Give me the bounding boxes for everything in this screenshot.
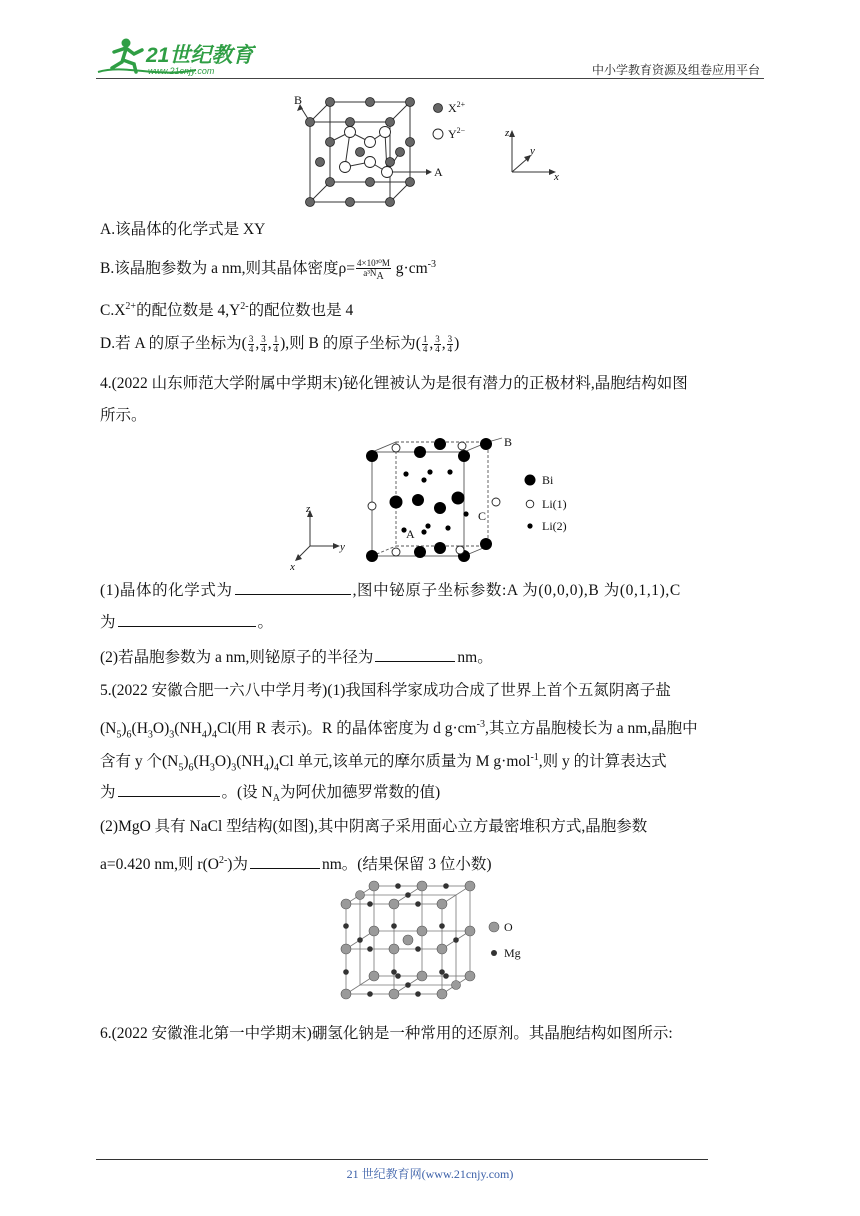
fig1-axis-y: y [530,145,535,157]
legend-li1-label: Li(1) [542,497,567,511]
svg-text:www.21cnjy.com: www.21cnjy.com [148,66,215,76]
q5-line5: (2)MgO 具有 NaCl 型结构(如图),其中阴离子采用面心立方最密堆积方式,晶胞参数 [100,818,648,835]
svg-text:21世纪教育: 21世纪教育 [146,44,254,67]
legend-li2-label: Li(2) [542,519,567,533]
legend-bi-label: Bi [542,473,554,487]
fig1-label-b: B [294,93,303,107]
legend-y-marker [433,129,443,139]
figure-mgo-crystal [336,880,536,1009]
option-b: B.该晶胞参数为 a nm,则其晶体密度ρ= $\frac{\text{4×10³⁰M}}{a^3N_A}$ $g\cdot cm^{-3}$ [100,257,436,282]
fig1-label-a: A [434,165,443,179]
fig2-axis-y: y [340,541,345,553]
legend-o-label: O [504,920,513,934]
fig2-label-a: A [406,527,415,541]
q4-stem-line2: 所示。 [100,407,147,424]
header-platform-text: 中小学教育资源及组卷应用平台 [591,63,760,77]
answer-blank-oxide-radius[interactable] [250,853,320,869]
answer-blank-c-coordinate[interactable] [118,611,256,627]
q6-line1: 6.(2022 安徽淮北第一中学期末)硼氢化钠是一种常用的还原剂。其晶胞结构如图所示: [100,1025,673,1042]
fig2-label-c: C [478,509,487,523]
q5-line1: 5.(2022 安徽合肥一六八中学月考)(1)我国科学家成功合成了世界上首个五氮阴离子盐 [100,682,671,699]
option-a: A.该晶体的化学式是 XY [100,221,266,238]
q5-line4: 为 。(设 $N_A$为阿伏加德罗常数的值) [100,781,762,810]
option-d: D.若 A 的原子坐标为( $\frac{3}{4}$ , $\frac{3}{4}$ , $\frac{1}{4}$ ),则 B 的原子坐标为( $\frac{1}{4}$ , $\frac{3}{4}$ , $\frac{3}{4}$ ) [100,333,460,354]
legend-x-marker [434,104,443,113]
q4-part2: (2)若晶胞参数为 a nm,则铋原子的半径为 nm。 [100,646,762,669]
option-c: $C.X^{2+}$的配位数是 $4,Y^{2-}$的配位数也是 4 [100,301,354,320]
site-logo [96,34,256,78]
figure-bi-li-crystal [290,434,590,579]
header-divider [96,78,764,79]
density-fraction: $\frac{\text{4×10³⁰M}}{a^3N_A}$ [357,257,390,282]
legend-y-label: $Y^{2-}$ [448,126,466,141]
answer-blank-bi-radius[interactable] [375,646,455,662]
footer-site-text[interactable]: 21 世纪教育网(www.21cnjy.com) [346,1167,514,1181]
q5-line6: a=0.420 nm,则 $r(O^{2-})$为 nm。(结果保留 3 位小数) [100,855,492,874]
fig2-label-b: B [504,435,513,449]
fig1-axis-x: x [554,171,559,183]
fig2-axis-x: x [290,561,295,573]
legend-li1-marker [526,500,534,508]
q5-line3: 含有 y 个$(N_5)_6(H_3O)_3(NH_4)_4Cl$ 单元,该单元的摩尔质量为 M g·mol$^{-1}$,则 y 的计算表达式 [100,752,667,774]
q5-line2: $(N_5)_6(H_3O)_3(NH_4)_4Cl$(用 R 表示)。R 的晶体密度为 d $g\cdot cm^{-3}$,其立方晶胞棱长为 a nm,晶胞中 [100,719,698,741]
legend-mg-label: Mg [504,946,521,960]
legend-mg-marker [491,950,497,956]
q4-stem-line1: 4.(2022 山东师范大学附属中学期末)铋化锂被认为是很有潜力的正极材料,晶胞结构如图 [100,375,688,392]
footer-divider [96,1159,708,1160]
figure-xy-crystal [290,92,580,219]
legend-o-marker [489,922,499,932]
legend-bi-marker [525,475,536,486]
fig1-axis-z: z [505,127,510,139]
legend-li2-marker [527,523,532,528]
legend-x-label: $X^{2+}$ [448,100,466,115]
fig2-axis-z: z [306,503,311,515]
answer-blank-formula[interactable] [235,579,351,595]
answer-blank-y-expression[interactable] [118,781,220,797]
q4-part1-line2: 为 。 [100,611,762,634]
q4-part1-line1: (1)晶体的化学式为 ,图中铋原子坐标参数:A 为(0,0,0),B 为(0,1,1),C [100,579,762,602]
